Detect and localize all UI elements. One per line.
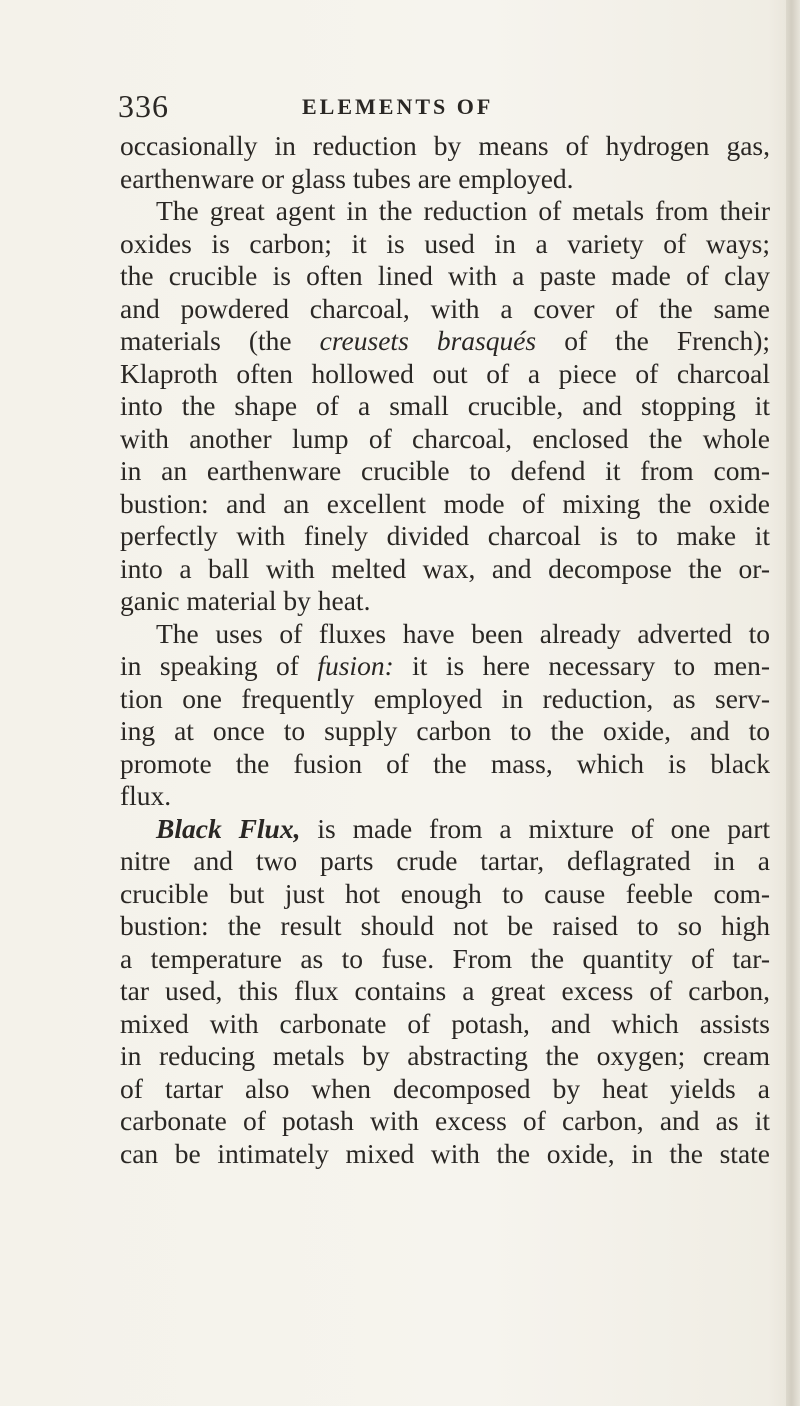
italic-heading: Black Flux, [156, 812, 301, 844]
text-line: tion one frequently employed in reduction, as serv- [120, 682, 770, 714]
text-run: materials (the [120, 325, 292, 356]
text-line: Klaproth often hollowed out of a piece of charcoal [120, 357, 770, 389]
text-line: of tartar also when decomposed by heat yields a [120, 1072, 770, 1104]
italic-term: fusion: [317, 650, 394, 681]
text-line: in reducing metals by abstracting the oxygen; cream [120, 1040, 770, 1071]
running-head: ELEMENTS OF [302, 94, 494, 119]
text-line: bustion: and an excellent mode of mixing the oxide [120, 487, 770, 519]
text-run: of the French); [564, 325, 770, 356]
text-line: into the shape of a small crucible, and stopping it [120, 390, 770, 421]
text-line: into a ball with melted wax, and decompose the or- [120, 552, 770, 584]
text-line: ganic material by heat. [120, 585, 371, 616]
text-line: with another lump of charcoal, enclosed the whole [120, 422, 770, 454]
text-line: and powdered charcoal, with a cover of the same [120, 292, 770, 324]
text-line [120, 325, 770, 358]
text-line: perfectly with finely divided charcoal is to make it [120, 520, 770, 551]
text-line: The great agent in the reduction of metals from their [156, 195, 770, 226]
text-line: promote the fusion of the mass, which is black [120, 747, 770, 779]
page-edge-shadow [786, 0, 800, 1406]
text-line: occasionally in reduction by means of hydrogen gas, [120, 130, 770, 161]
text-line: oxides is carbon; it is used in a variety of ways; [120, 227, 770, 259]
text-line: The uses of fluxes have been already adverted to [156, 617, 770, 649]
text-line: crucible but just hot enough to cause feeble com- [120, 877, 770, 909]
body-text [120, 130, 770, 1170]
text-line: in an earthenware crucible to defend it from com- [120, 455, 770, 486]
page-number: 336 [118, 88, 169, 124]
text-run: it is here necessary to men- [412, 650, 771, 681]
italic-term: creusets brasqués [319, 325, 537, 356]
text-line: flux. [120, 780, 172, 811]
page-header [0, 88, 800, 128]
text-line: carbonate of potash with excess of carbon, and as it [120, 1105, 770, 1136]
text-line: mixed with carbonate of potash, and which assists [120, 1007, 770, 1039]
text-line: bustion: the result should not be raised to so high [120, 910, 770, 941]
text-line: tar used, this flux contains a great excess of carbon, [120, 975, 770, 1006]
text-line: earthenware or glass tubes are employed. [120, 162, 574, 194]
text-line: nitre and two parts crude tartar, deflagrated in a [120, 845, 770, 876]
text-line [120, 813, 770, 846]
text-line [120, 650, 770, 683]
text-line: can be intimately mixed with the oxide, in the state [120, 1137, 770, 1169]
text-line: a temperature as to fuse. From the quantity of tar- [120, 942, 770, 974]
text-run: is made from a mixture of one part [317, 812, 771, 844]
text-run: in speaking of [120, 650, 299, 681]
text-line: the crucible is often lined with a paste made of clay [120, 260, 770, 291]
text-line: ing at once to supply carbon to the oxide, and to [120, 715, 770, 746]
